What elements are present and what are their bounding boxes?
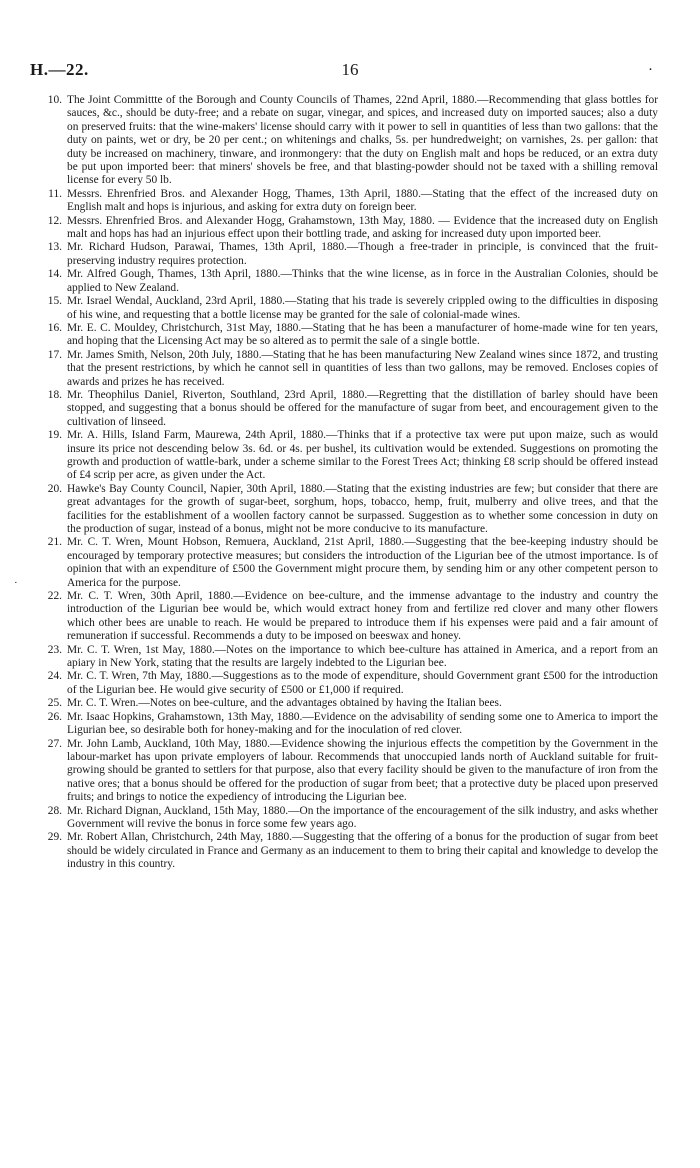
entry-text: Messrs. Ehrenfried Bros. and Alexander Hogg, Thames, 13th April, 1880.—Stating that the effect of the increased duty on English malt and hops is injurious, and asking for extra duty on foreign beer. bbox=[67, 187, 658, 214]
entry-number: 20. bbox=[47, 482, 62, 495]
entry-text: Mr. Israel Wendal, Auckland, 23rd April, 1880.—Stating that his trade is severely crippled owing to the difficulties in disposing of his wine, and requesting that a bottle license may be granted for the sale of colonial-made wines. bbox=[67, 295, 658, 321]
entry-number: 14. bbox=[47, 268, 62, 281]
entry-number: 28. bbox=[47, 804, 62, 817]
list-item bbox=[30, 429, 658, 483]
list-item bbox=[30, 483, 658, 537]
margin-marker: · bbox=[14, 577, 18, 589]
list-item bbox=[30, 241, 658, 268]
list-item bbox=[30, 215, 658, 242]
entry-number: 26. bbox=[47, 710, 62, 723]
list-item bbox=[30, 697, 658, 710]
entry-text: Mr. James Smith, Nelson, 20th July, 1880.—Stating that he has been manufacturing New Zealand wines since 1872, and trusting that the present restrictions, by which he cannot sell in quantities of less than two gallons, may be removed. Encloses copies of awards and prizes he has received. bbox=[67, 348, 658, 388]
list-item bbox=[30, 738, 658, 805]
header-marker: · bbox=[648, 62, 653, 78]
entry-number: 27. bbox=[47, 737, 62, 750]
entry-number: 23. bbox=[47, 643, 62, 656]
list-item bbox=[30, 268, 658, 295]
entry-number: 19. bbox=[47, 429, 62, 442]
entry-number: 21. bbox=[47, 536, 62, 549]
entry-text: Mr. C. T. Wren, 30th April, 1880.—Evidence on bee-culture, and the immense advantage to the industry and country the introduction of the Ligurian bee would be, which would extract honey from and fertilize red clover and many other flowers which other bees are unable to reach. He would be prepared to introduce them if his expenses were paid and a fair amount of remuneration if successful. Recommends a duty to be imposed on beeswax and honey. bbox=[67, 590, 658, 643]
entry-number: 13. bbox=[47, 241, 62, 254]
list-item bbox=[30, 711, 658, 738]
list-item bbox=[30, 536, 658, 590]
list-item bbox=[30, 644, 658, 671]
entry-text: Mr. John Lamb, Auckland, 10th May, 1880.—Evidence showing the injurious effects the competition by the Government in the labour-market has upon private employers of labour. Recommends that unoccupied lands north of Auckland suitable for fruit-growing should be granted to settlers for that purpose, also that every facility should be given to the manufacture of iron from the native ores; that a bonus should be offered for the production of sugar from beet; that a protective duty be placed upon preserved fruits; and brings to notice the expediency of introducing the Ligurian bee. bbox=[67, 737, 658, 804]
entry-text: Mr. C. T. Wren, Mount Hobson, Remuera, Auckland, 21st April, 1880.—Suggesting that the bee-keeping industry should be encouraged by temporary protective measures; but considers the introduction of the Ligurian bee of the utmost importance. Is of opinion that with an expenditure of £500 the Government might procure them, by sending him or any other competent person to America for the purpose. bbox=[67, 536, 658, 589]
list-item bbox=[30, 831, 658, 871]
list-item bbox=[30, 322, 658, 349]
entry-text: Mr. C. T. Wren.—Notes on bee-culture, and the advantages obtained by having the Italian bees. bbox=[67, 697, 502, 710]
entries-list bbox=[30, 94, 658, 872]
entry-number: 16. bbox=[47, 321, 62, 334]
entry-number: 25. bbox=[47, 697, 62, 710]
entry-text: Mr. E. C. Mouldey, Christchurch, 31st May, 1880.—Stating that he has been a manufacturer of home-made wine for ten years, and hoping that the Licensing Act may be so altered as to permit the sale of a single bottle. bbox=[67, 321, 658, 348]
list-item bbox=[30, 389, 658, 429]
list-item bbox=[30, 349, 658, 389]
entry-text: Mr. Alfred Gough, Thames, 13th April, 1880.—Thinks that the wine license, as in force in the Australian Colonies, should be applied to New Zealand. bbox=[67, 268, 658, 294]
document-reference: H.—22. bbox=[30, 60, 89, 79]
entry-text: Mr. Theophilus Daniel, Riverton, Southland, 23rd April, 1880.—Regretting that the distillation of barley should have been stopped, and suggesting that a bonus should be offered for the manufacture of sugar from beet, and encouragement given to the cultivation of linseed. bbox=[67, 388, 658, 428]
list-item bbox=[30, 805, 658, 832]
entry-number: 29. bbox=[47, 831, 62, 844]
entry-number: 12. bbox=[47, 214, 62, 227]
entry-text: Mr. Isaac Hopkins, Grahamstown, 13th May, 1880.—Evidence on the advisability of sending some one to America to import the Ligurian bee, so desirable both for honey-making and for the inoculation of red clover. bbox=[67, 710, 658, 737]
entry-text: The Joint Committte of the Borough and County Councils of Thames, 22nd April, 1880.—Recommending that glass bottles for sauces, &c., should be duty-free; and a rebate on sugar, vinegar, and spices, and increased duty on imported sauces; also a duty on preserved fruits: that the wine-makers' license should carry with it power to sell in quantities of less than two gallons: that the duty on paints, wet or dry, be 20 per cent.; on whitenings and chalks, 5s. per hundredweight; on varnishes, 2s. per gallon: that duty be increased on machinery, tinware, and ironmongery: that the duty on English malt and hops be reduced, or an extra duty be put upon imported beer: that miners' shovels be free, and that blasting-powder should not be taxed with a shilling removal license for every 50 lb. bbox=[67, 94, 658, 187]
entry-number: 18. bbox=[47, 388, 62, 401]
entry-text: Messrs. Ehrenfried Bros. and Alexander Hogg, Grahamstown, 13th May, 1880. — Evidence that the increased duty on English malt and hops has had an injurious effect upon their bottling trade, and asking for increased duty upon imported beer. bbox=[67, 214, 658, 241]
entry-number: 17. bbox=[47, 348, 62, 361]
entry-number: 10. bbox=[47, 94, 62, 106]
entry-text: Mr. C. T. Wren, 7th May, 1880.—Suggestions as to the mode of expenditure, should Government grant £500 for the introduction of the Ligurian bee. He would give security of £500 or £1,000 if required. bbox=[67, 670, 658, 696]
entry-number: 22. bbox=[47, 590, 62, 603]
list-item bbox=[30, 590, 658, 644]
entry-number: 11. bbox=[48, 187, 62, 200]
entry-text: Hawke's Bay County Council, Napier, 30th April, 1880.—Stating that the existing industries are few; but consider that there are great advantages for the growth of sugar-beet, sorghum, hops, tobacco, hemp, fruit, mulberry and olive trees, and that the facilities for the establishment of a woollen factory cannot be surpassed. Suggestion as to whether some concession in duty on the production of sugar, instead of a bonus, might not be more conducive to its manufacture. bbox=[67, 482, 658, 535]
entry-text: Mr. Richard Hudson, Parawai, Thames, 13th April, 1880.—Though a free-trader in principle, is convinced that the fruit-preserving industry requires protection. bbox=[67, 241, 658, 267]
page-number: 16 bbox=[341, 60, 359, 79]
list-item bbox=[30, 94, 658, 188]
entry-text: Mr. Robert Allan, Christchurch, 24th May, 1880.—Suggesting that the offering of a bonus for the production of sugar from beet should be widely circulated in France and Germany as an inducement to them to bring their capital and knowledge to develop the industry in this country. bbox=[67, 831, 658, 871]
list-item bbox=[30, 295, 658, 322]
entry-number: 15. bbox=[47, 295, 62, 308]
entry-text: Mr. A. Hills, Island Farm, Maurewa, 24th April, 1880.—Thinks that if a protective tax were put upon maize, such as would insure its price not descending below 3s. 6d. or 4s. per bushel, its cultivation would be extended. Suggestions on promoting the growth and production of wattle-bark, under a scheme similar to the Forest Trees Act; thinking £8 scrip should be offered instead of £4 scrip per acre, as given under the Act. bbox=[67, 429, 658, 482]
list-item bbox=[30, 670, 658, 697]
entry-number: 24. bbox=[47, 670, 62, 683]
entry-text: Mr. Richard Dignan, Auckland, 15th May, 1880.—On the importance of the encouragement of the silk industry, and asks whether Government will revive the bonus in force some few years ago. bbox=[67, 804, 658, 830]
list-item bbox=[30, 188, 658, 215]
entry-text: Mr. C. T. Wren, 1st May, 1880.—Notes on the importance to which bee-culture has attained in America, and a report from an apiary in New York, stating that the results are largely indebted to the Ligurian bee. bbox=[67, 643, 658, 670]
